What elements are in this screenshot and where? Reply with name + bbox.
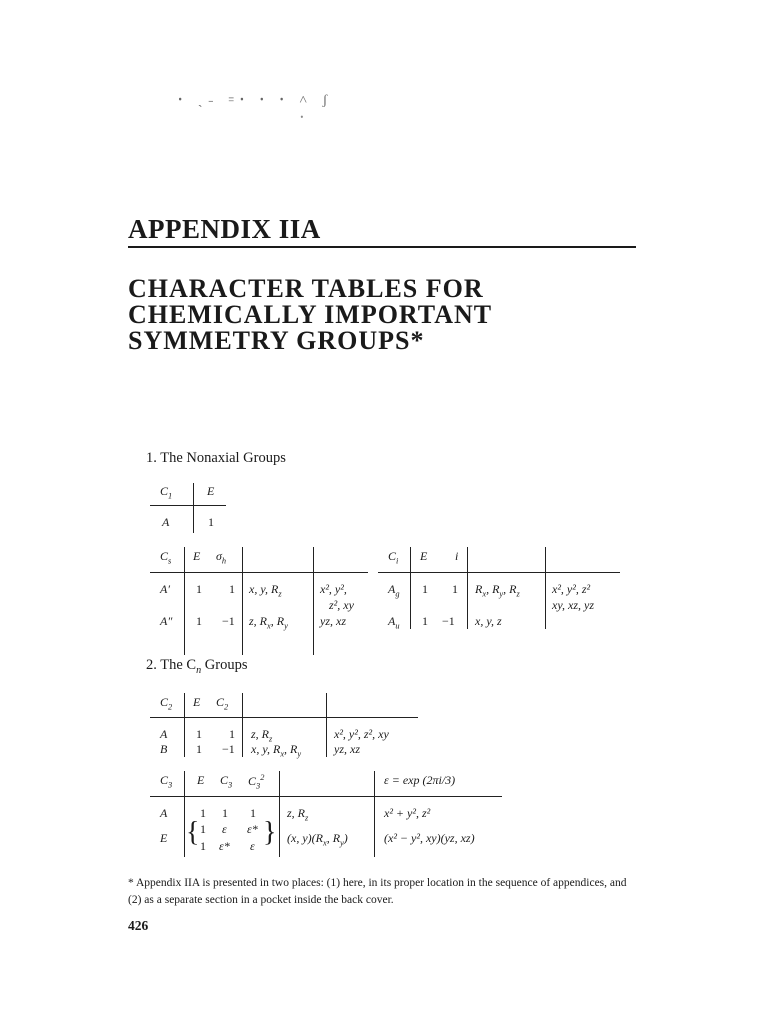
c2-char: 1 (229, 727, 235, 741)
c1-irrep-a: A (162, 515, 170, 529)
cs-char: 1 (229, 582, 235, 596)
c3-linear-a: z, $R_z$ (287, 806, 309, 823)
c3-irrep-a: A (160, 806, 168, 820)
ci-vline-1 (410, 547, 411, 629)
c3-left-brace: { (186, 817, 200, 848)
ci-irrep-au: $A_u$ (388, 614, 400, 631)
c3-char: ε (250, 839, 255, 853)
cs-group-label: $C_s$ (160, 549, 172, 566)
footnote: * Appendix IIA is presented in two places: (1) here, in its proper location in the sequence of appendices, and (2) as a separate section in a pocket inside the back cover. (128, 877, 627, 906)
cs-linear-a2: z, $R_x$, $R_y$ (249, 614, 288, 631)
handwritten-marks: ꞏ ˎ˗ ꞊ꞏ ꞏ ꞏ ˄ ʃ (178, 93, 334, 108)
cs-vline-2 (242, 547, 243, 655)
ci-vline-3 (545, 547, 546, 629)
c3-char: ε (222, 822, 227, 836)
c3-char: 1 (200, 806, 206, 820)
c3-op-c3: $C_3$ (220, 773, 233, 790)
ci-quadratic-ag: x², y², z² (552, 582, 591, 596)
c3-char: 1 (222, 806, 228, 820)
cs-op-sigma: $\sigma_h$ (216, 549, 227, 566)
c1-hline (150, 505, 226, 506)
cs-char: 1 (196, 614, 202, 628)
c2-hline (150, 717, 418, 718)
c3-char: ε* (219, 839, 230, 853)
cs-quadratic-a1-cont: z², xy (329, 598, 354, 612)
ci-char: 1 (452, 582, 458, 596)
c1-op-e: E (207, 484, 215, 498)
ci-char: 1 (422, 582, 428, 596)
cs-quadratic-a1: x², y², (320, 582, 347, 596)
page-number: 426 (128, 918, 149, 933)
section-1-heading: 1. The Nonaxial Groups (146, 450, 286, 466)
ci-char: −1 (442, 614, 455, 628)
ci-op-i: i (455, 549, 459, 563)
ci-char: 1 (422, 614, 428, 628)
heading-rule (128, 246, 636, 248)
cs-quadratic-a2: yz, xz (320, 614, 346, 628)
c2-group-label: $C_2$ (160, 695, 173, 712)
c3-char: 1 (200, 839, 206, 853)
cs-irrep-a1: A′ (160, 582, 170, 596)
c1-vline (193, 483, 194, 533)
c2-op-c2: $C_2$ (216, 695, 229, 712)
c3-char: 1 (200, 822, 206, 836)
c2-vline-3 (326, 693, 327, 757)
c3-group-label: $C_3$ (160, 773, 173, 790)
ci-vline-2 (467, 547, 468, 629)
ci-group-label: $C_i$ (388, 549, 399, 566)
ci-hline (378, 572, 620, 573)
c2-op-e: E (193, 695, 201, 709)
c2-linear-a: z, $R_z$ (251, 727, 273, 744)
cs-char: −1 (222, 614, 235, 628)
c2-char: −1 (222, 742, 235, 756)
cs-vline-1 (184, 547, 185, 655)
section-2-heading: 2. The $C_n$ Groups (146, 657, 248, 676)
title-line: CHARACTER TABLES FOR (128, 274, 484, 303)
ci-linear-ag: $R_x$, $R_y$, $R_z$ (475, 582, 520, 599)
c2-char: 1 (196, 742, 202, 756)
cs-char: 1 (196, 582, 202, 596)
c2-vline-1 (184, 693, 185, 757)
c3-op-e: E (197, 773, 205, 787)
c1-group-label: $C_1$ (160, 484, 173, 501)
cs-vline-3 (313, 547, 314, 655)
c3-vline-3 (374, 771, 375, 857)
handwritten-dot: ꞏ (300, 110, 304, 124)
c3-op-c3-squared: $C_3^2$ (248, 773, 265, 791)
c3-linear-e: (x, $y)(R_x$, $R_y$) (287, 831, 348, 848)
c2-irrep-b: B (160, 742, 168, 756)
c2-quadratic-a: x², y², z², xy (334, 727, 389, 741)
ci-irrep-ag: $A_g$ (388, 582, 400, 599)
c2-char: 1 (196, 727, 202, 741)
c3-char: ε* (247, 822, 258, 836)
cs-linear-a1: x, y, $R_z$ (249, 582, 282, 599)
c2-quadratic-b: yz, xz (334, 742, 360, 756)
appendix-heading: APPENDIX IIA (128, 214, 321, 244)
cs-hline (150, 572, 368, 573)
title-line: CHEMICALLY IMPORTANT (128, 300, 493, 329)
chapter-title (128, 276, 492, 354)
c3-hline (150, 796, 502, 797)
c3-quadratic-e: (x² − y², xy)(yz, xz) (384, 831, 475, 845)
c2-irrep-a: A (160, 727, 168, 741)
ci-quadratic-ag-cont: xy, xz, yz (552, 598, 594, 612)
c3-vline-2 (279, 771, 280, 857)
cs-irrep-a2: A″ (160, 614, 173, 628)
c3-right-brace: } (263, 817, 277, 848)
ci-linear-au: x, y, z (475, 614, 502, 628)
cs-op-e: E (193, 549, 201, 563)
c1-char: 1 (208, 515, 214, 529)
c3-vline-1 (184, 771, 185, 857)
title-line: SYMMETRY GROUPS* (128, 326, 425, 355)
ci-op-e: E (420, 549, 428, 563)
c3-irrep-e: E (160, 831, 168, 845)
c3-epsilon-definition: ε = exp (2πi/3) (384, 773, 456, 787)
c3-char: 1 (250, 806, 256, 820)
c2-linear-b: x, y, $R_x$, $R_y$ (251, 742, 302, 759)
c3-quadratic-a: x² + y², z² (384, 806, 431, 820)
c2-vline-2 (242, 693, 243, 757)
